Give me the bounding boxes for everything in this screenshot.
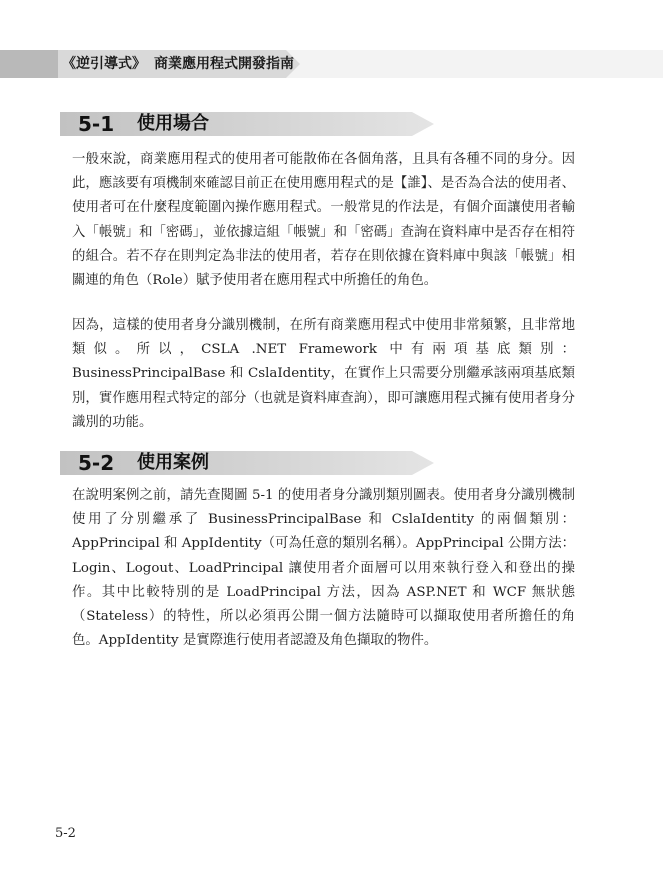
section-number: 5-2 — [78, 451, 115, 475]
page-number: 5-2 — [55, 826, 76, 841]
section-heading-bar — [60, 112, 434, 136]
body-paragraph: 一般來說，商業應用程式的使用者可能散佈在各個角落，且具有各種不同的身分。因此，應該要有項機制來確認目前正在使用應用程式的是【誰】、是否為合法的使用者、使用者可在什麼程度範圍內操作應用程式。一般常見的作法是，有個介面讓使用者輸入「帳號」和「密碼」，並依據這組「帳號」和「密碼」查詢在資料庫中是否存在相符的組合。若不存在則判定為非法的使用者，若存在則依據在資料庫中與該「帳號」相關連的角色（Role）賦予使用者在應用程式中所擔任的角色。 — [72, 152, 575, 289]
book-subtitle: 商業應用程式開發指南 — [154, 56, 294, 72]
book-title: 《逆引導式》 — [62, 56, 146, 72]
body-paragraph: 因為，這樣的使用者身分識別機制，在所有商業應用程式中使用非常頻繁，且非常地類似。所以，CSLA .NET Framework 中有兩項基底類別：BusinessPrincipalBase 和 CslaIdentity，在實作上只需要分別繼承該兩項基底類別，實作應用程式特定的部分（也就是資料庫查詢），即可讓應用程式擁有使用者身分識別的功能。 — [72, 318, 575, 430]
body-paragraph: 在說明案例之前，請先查閱圖 5-1 的使用者身分識別類別圖表。使用者身分識別機制使用了分別繼承了 BusinessPrincipalBase 和 CslaIdentity 的兩個類別：AppPrincipal 和 AppIdentity（可為任意的類別名稱）。AppPrincipal 公開方法：Login、Logout、LoadPrincipal 讓使用者介面層可以用來執行登入和登出的操作。其中比較特別的是 LoadPrincipal 方法，因為 ASP.NET 和 WCF 無狀態（Stateless）的特性，所以必須再公開一個方法隨時可以擷取使用者所擔任的角色。AppIdentity 是實際進行使用者認證及角色擷取的物件。 — [72, 488, 575, 649]
running-header-title — [62, 54, 294, 74]
section-title: 使用案例 — [137, 452, 209, 473]
section-number: 5-1 — [78, 112, 115, 136]
running-header-accent — [0, 50, 58, 78]
section-title: 使用場合 — [137, 113, 209, 134]
section-heading-bar — [60, 451, 434, 475]
